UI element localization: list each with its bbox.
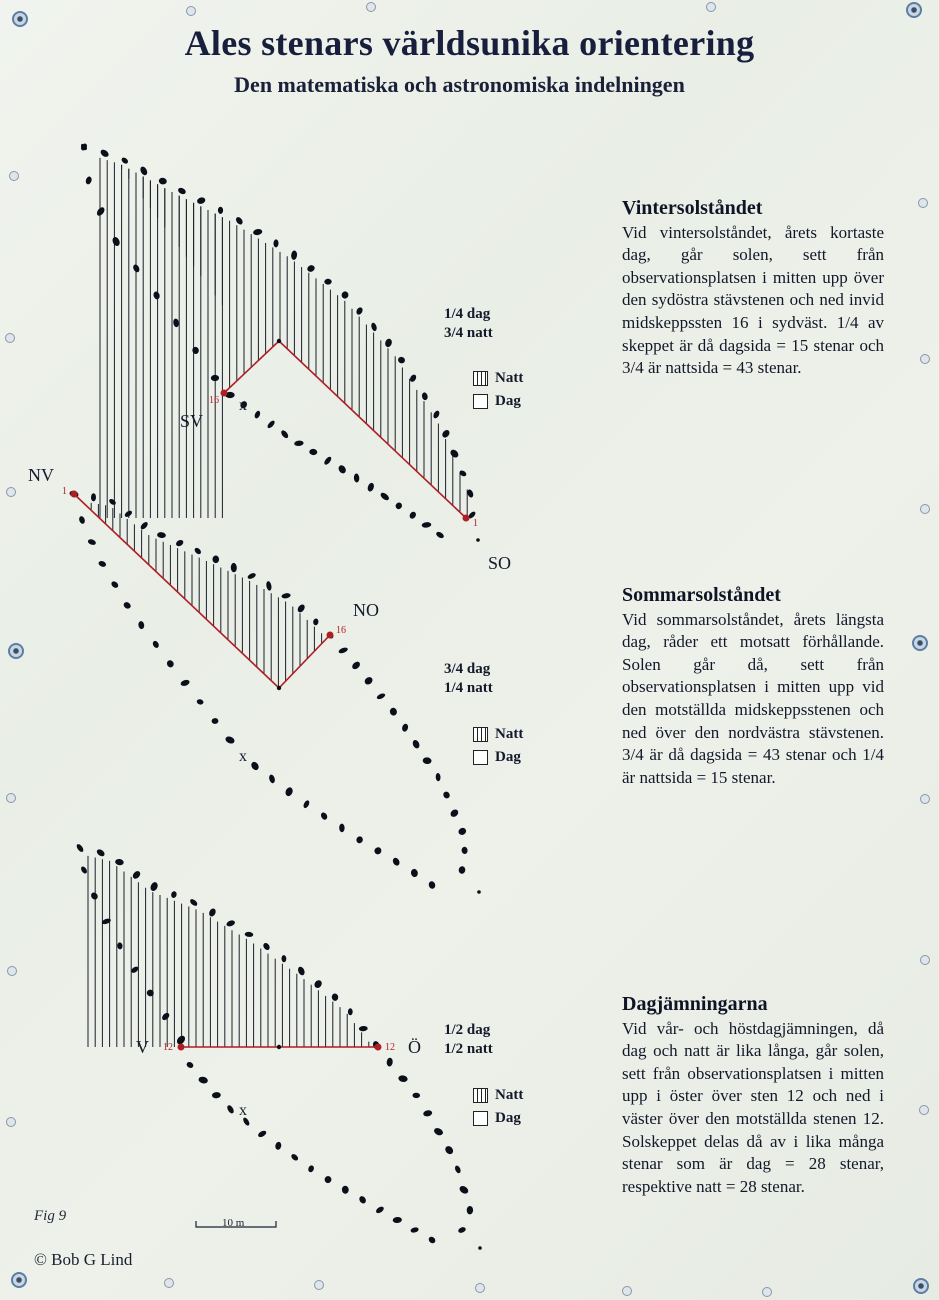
stone — [379, 491, 390, 501]
stone — [166, 659, 175, 669]
stone — [358, 1195, 367, 1205]
stone — [108, 498, 117, 506]
observation-point — [277, 686, 281, 690]
stone — [189, 898, 199, 907]
screw-icon — [622, 1286, 632, 1296]
stone — [198, 1076, 209, 1085]
stone — [152, 640, 160, 649]
stone-number: 16 — [336, 625, 346, 636]
legend-dag: Dag — [495, 749, 521, 765]
stone — [254, 410, 262, 419]
stone — [117, 942, 123, 950]
stone — [268, 774, 276, 784]
legend — [473, 367, 523, 413]
observation-point — [277, 339, 281, 343]
stone — [175, 539, 185, 548]
legend-natt: Natt — [495, 1087, 524, 1103]
stone — [211, 718, 218, 724]
stone — [99, 148, 110, 158]
legend — [473, 1084, 523, 1130]
stone — [351, 660, 362, 670]
stone — [432, 410, 440, 420]
stone — [410, 868, 418, 877]
stone — [208, 907, 217, 917]
stone — [281, 592, 291, 599]
stone — [173, 318, 180, 327]
stone-number: 16 — [209, 395, 219, 406]
stone — [458, 1184, 469, 1195]
section-heading: Sommarsolståndet — [622, 584, 781, 606]
legend-natt: Natt — [495, 726, 524, 742]
page-title: Ales stenars världsunika orientering — [184, 23, 755, 63]
stone — [191, 346, 199, 355]
page-subtitle: Den matematiska och astronomiska indelningen — [234, 72, 685, 97]
screw-icon — [919, 1105, 929, 1115]
stone — [422, 757, 431, 764]
stone — [90, 891, 99, 901]
stone — [395, 501, 403, 510]
stone — [323, 456, 333, 466]
stone — [427, 1235, 436, 1244]
stone — [218, 207, 224, 214]
stone — [296, 603, 306, 613]
stone — [110, 580, 119, 589]
stone — [96, 848, 106, 858]
ratio-day: 1/4 dag — [444, 306, 491, 322]
stone — [111, 236, 121, 247]
stone — [441, 429, 451, 439]
observation-mark-x: x — [239, 748, 247, 765]
stone — [307, 1165, 315, 1174]
stone — [75, 843, 84, 853]
stone — [297, 966, 306, 977]
stone — [397, 356, 406, 364]
stone — [266, 419, 276, 429]
stone — [393, 1217, 403, 1224]
stone — [313, 618, 319, 625]
screw-icon — [6, 793, 16, 803]
screw-icon — [920, 955, 930, 965]
stone — [186, 1061, 195, 1069]
day-swatch — [473, 1111, 488, 1126]
stone — [212, 1092, 221, 1099]
screw-icon — [9, 171, 19, 181]
stone — [157, 532, 166, 539]
stone — [467, 1206, 474, 1215]
day-night-ratio — [444, 660, 493, 698]
stone — [375, 1205, 385, 1214]
night-hatch-swatch — [473, 1088, 488, 1103]
ratio-day: 1/2 dag — [444, 1022, 491, 1038]
screw-icon — [920, 794, 930, 804]
stone — [398, 1075, 408, 1083]
stone — [363, 676, 374, 687]
stone — [153, 291, 161, 300]
stone — [457, 827, 467, 837]
stone — [275, 1141, 282, 1150]
stone — [91, 493, 96, 501]
observation-mark-x: x — [239, 1102, 247, 1119]
stone — [373, 846, 383, 856]
stone-number: 1 — [473, 518, 478, 529]
stone — [224, 735, 235, 745]
screw-icon — [918, 198, 928, 208]
stone — [348, 1008, 353, 1015]
legend-dag: Dag — [495, 393, 521, 409]
stone — [302, 799, 310, 809]
observation-mark-x: x — [239, 397, 247, 414]
direction-label-no: NO — [353, 600, 379, 620]
stone — [132, 263, 141, 273]
stone — [235, 216, 244, 226]
stone — [442, 790, 451, 799]
stone — [367, 482, 376, 492]
stone — [355, 306, 364, 316]
stone — [281, 955, 286, 962]
section-summer — [622, 584, 884, 789]
stone — [253, 228, 263, 236]
stone — [454, 1165, 462, 1174]
stone — [428, 880, 436, 889]
screw-icon — [5, 333, 15, 343]
stone — [324, 1175, 332, 1183]
stone — [180, 679, 190, 687]
stone — [294, 440, 304, 446]
stone — [266, 581, 273, 591]
stone — [359, 1026, 368, 1032]
stone — [80, 865, 88, 874]
stone — [458, 866, 466, 875]
screw-icon — [906, 2, 922, 18]
stone — [85, 176, 93, 185]
stone — [280, 429, 290, 439]
stone — [122, 601, 132, 610]
stone — [226, 1104, 235, 1114]
legend — [473, 723, 523, 769]
screw-icon — [366, 2, 376, 12]
screw-icon — [164, 1278, 174, 1288]
stone — [212, 555, 219, 563]
direction-label-nv: NV — [28, 465, 54, 485]
stone — [392, 857, 401, 867]
night-hatch-swatch — [473, 727, 488, 742]
stone — [170, 891, 177, 899]
red-stone-marker — [221, 390, 228, 397]
red-stone-marker — [463, 515, 470, 522]
stone — [313, 979, 323, 990]
stone — [411, 739, 420, 750]
stone — [250, 761, 260, 772]
stone — [247, 572, 257, 580]
screw-icon — [8, 643, 24, 659]
stone — [193, 547, 202, 556]
screw-icon — [6, 487, 16, 497]
scale-bar-label: 10 m — [222, 1217, 245, 1229]
day-swatch — [473, 750, 488, 765]
stone — [131, 870, 141, 881]
stone — [196, 196, 206, 204]
direction-label-sv: SV — [180, 411, 204, 431]
stone — [273, 239, 278, 247]
stone — [324, 279, 332, 285]
stone — [78, 515, 86, 524]
day-night-ratio — [444, 1021, 493, 1059]
day-swatch — [473, 394, 488, 409]
stone — [457, 1226, 466, 1234]
section-heading: Dagjämningarna — [622, 993, 768, 1015]
section-winter — [622, 197, 884, 380]
screw-icon — [7, 966, 17, 976]
stone — [341, 290, 350, 299]
red-stone-marker — [178, 1044, 185, 1051]
legend-natt: Natt — [495, 370, 524, 386]
legend-dag: Dag — [495, 1110, 521, 1126]
stone — [337, 464, 347, 475]
section-body: Vid vintersolståndet, årets kortaste dag, går solen, sett från observationsplatsen i mitten upp över den sydöstra stävstenen och ned invid midskeppssten 16 i sydväst. 1/4 av skeppet är då dagsida = 15 stenar och 3/4 är nattsida = 43 stenar. — [622, 222, 884, 378]
stone — [120, 156, 129, 164]
screw-icon — [912, 635, 928, 651]
screw-icon — [762, 1287, 772, 1297]
stone — [177, 187, 187, 196]
stone-number: 1 — [62, 486, 67, 497]
stone — [342, 1185, 349, 1193]
stone — [290, 1153, 299, 1162]
stone — [421, 522, 431, 529]
stone — [408, 511, 417, 520]
ratio-night: 1/4 natt — [444, 680, 493, 696]
stone-number: 12 — [385, 1042, 395, 1053]
stone — [476, 538, 480, 542]
day-night-ratio — [444, 305, 493, 343]
stone — [444, 1144, 455, 1155]
stone — [449, 808, 460, 818]
stone — [257, 1129, 267, 1138]
direction-label-so: SO — [488, 553, 512, 573]
stone — [339, 824, 345, 833]
stone — [98, 560, 107, 568]
stone — [354, 473, 360, 482]
screw-icon — [314, 1280, 324, 1290]
night-hatch-swatch — [473, 371, 488, 386]
stone — [196, 699, 204, 706]
copyright: © Bob G Lind — [34, 1250, 133, 1269]
stone — [149, 881, 159, 892]
stone — [376, 692, 386, 700]
direction-label-o: Ö — [408, 1037, 421, 1057]
stone — [158, 177, 167, 185]
stone — [146, 988, 155, 997]
stone — [389, 707, 397, 716]
screw-icon — [706, 2, 716, 12]
stone — [478, 1246, 482, 1250]
stone — [370, 322, 377, 332]
stone — [433, 1127, 444, 1137]
screw-icon — [11, 1272, 27, 1288]
section-equinox — [622, 993, 884, 1198]
stone — [477, 890, 481, 894]
direction-label-v: V — [136, 1037, 149, 1057]
screw-icon — [12, 11, 28, 27]
red-stone-marker — [375, 1044, 382, 1051]
screw-icon — [6, 1117, 16, 1127]
stone — [338, 646, 349, 654]
stone — [139, 521, 149, 531]
stone — [423, 1109, 433, 1117]
ratio-day: 3/4 dag — [444, 661, 491, 677]
section-body: Vid vår- och höstdagjämningen, då dag och natt är lika långa, går solen, sett från observationsplatsen i mitten upp i öster över sten 12 och ned i väster över den motställda stenen 12. Solskeppet delas då av i lika många stenar som är dag = 28 stenar, respektive natt = 28 stenar. — [622, 1018, 884, 1196]
stone — [384, 338, 393, 348]
stone — [87, 538, 96, 546]
red-stone-marker — [71, 491, 78, 498]
ratio-night: 1/2 natt — [444, 1041, 493, 1057]
stone — [244, 931, 253, 937]
stone — [331, 993, 338, 1001]
stone — [161, 1012, 171, 1022]
stone — [309, 449, 318, 456]
screw-icon — [920, 354, 930, 364]
stone-number: 12 — [163, 1042, 173, 1053]
stone — [211, 375, 219, 381]
stone — [139, 165, 149, 176]
observation-point — [277, 1045, 281, 1049]
stone — [320, 811, 329, 820]
screw-icon — [475, 1283, 485, 1293]
section-body: Vid sommarsolståndet, årets längsta dag, råder ett motsatt förhållande. Solen går då, sett från observationsplatsen i mitten upp vid den motställda midskeppsstenen och ned över den nordvästra stävstenen. 3/4 är då dagsida = 43 stenar och 1/4 är nattsida = 15 stenar. — [622, 609, 884, 787]
section-heading: Vintersolståndet — [622, 197, 763, 219]
stone — [284, 786, 294, 797]
stone — [262, 942, 271, 951]
stone — [435, 773, 440, 782]
stone — [421, 392, 428, 401]
screw-icon — [920, 504, 930, 514]
stone — [231, 563, 237, 573]
stone — [138, 621, 145, 630]
stone — [226, 919, 236, 927]
red-stone-marker — [327, 632, 334, 639]
stone — [449, 448, 460, 459]
stone — [306, 264, 316, 273]
stone — [115, 858, 124, 865]
stone — [355, 835, 363, 844]
screw-icon — [186, 6, 196, 16]
stone — [461, 847, 468, 855]
screw-icon — [913, 1278, 929, 1294]
stone — [386, 1057, 393, 1066]
stone — [291, 250, 298, 260]
figure-label: Fig 9 — [34, 1208, 67, 1224]
stone — [95, 206, 106, 217]
stone — [412, 1093, 420, 1099]
stone — [410, 1227, 419, 1234]
stone — [435, 531, 445, 540]
ratio-night: 3/4 natt — [444, 325, 493, 341]
stone — [401, 723, 409, 732]
